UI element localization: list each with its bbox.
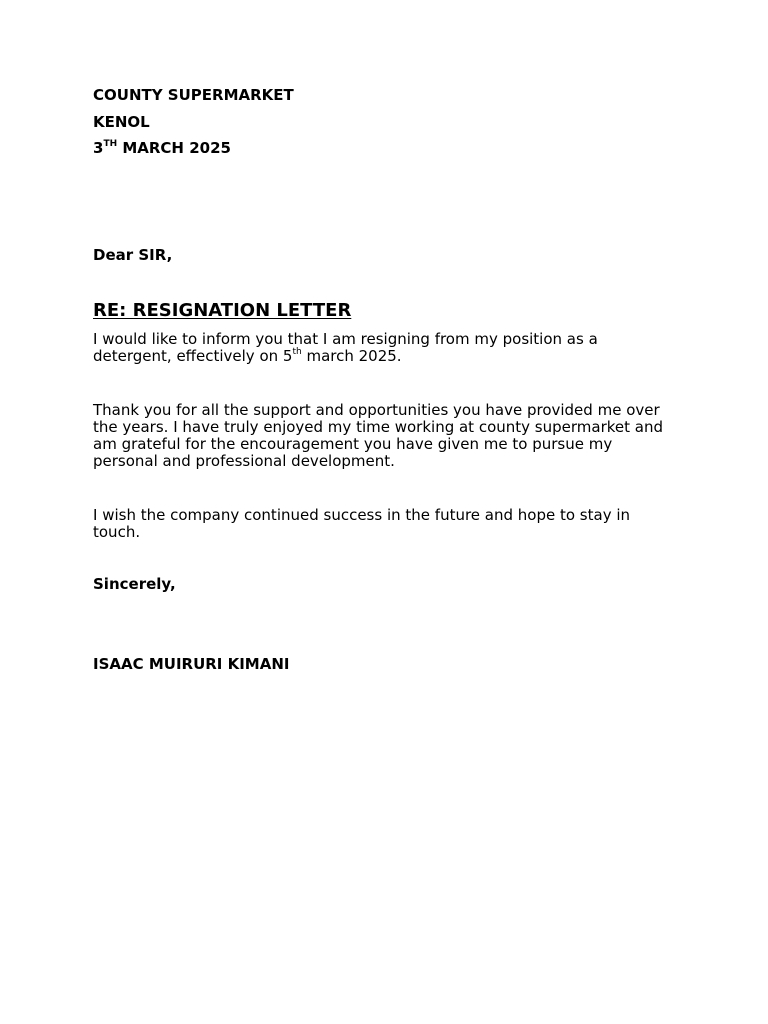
- company-name: COUNTY SUPERMARKET: [93, 86, 294, 104]
- date-day: 3: [93, 139, 104, 157]
- signature-name: ISAAC MUIRURI KIMANI: [93, 655, 290, 673]
- paragraph-thanks: Thank you for all the support and opportunities you have provided me over the years. I have truly enjoyed my time working at county supermarket and am grateful for the encouragement you have given me to pursue my personal and professional development.: [93, 401, 663, 470]
- paragraph-resignation: [93, 331, 668, 365]
- subject-line: RE: RESIGNATION LETTER: [93, 300, 352, 321]
- paragraph-resignation-end: march 2025.: [301, 347, 402, 365]
- effective-date-suffix: th: [292, 347, 302, 357]
- closing: Sincerely,: [93, 575, 176, 593]
- paragraph-wishes: I wish the company continued success in the future and hope to stay in touch.: [93, 506, 631, 541]
- date-month-year: MARCH 2025: [117, 139, 231, 157]
- salutation: Dear SIR,: [93, 246, 173, 264]
- paragraph-resignation-text: I would like to inform you that I am resigning from my position as a detergent, effectively on 5: [93, 330, 598, 365]
- company-location: KENOL: [93, 113, 150, 131]
- letter-date: [93, 140, 673, 157]
- date-suffix: TH: [103, 139, 118, 149]
